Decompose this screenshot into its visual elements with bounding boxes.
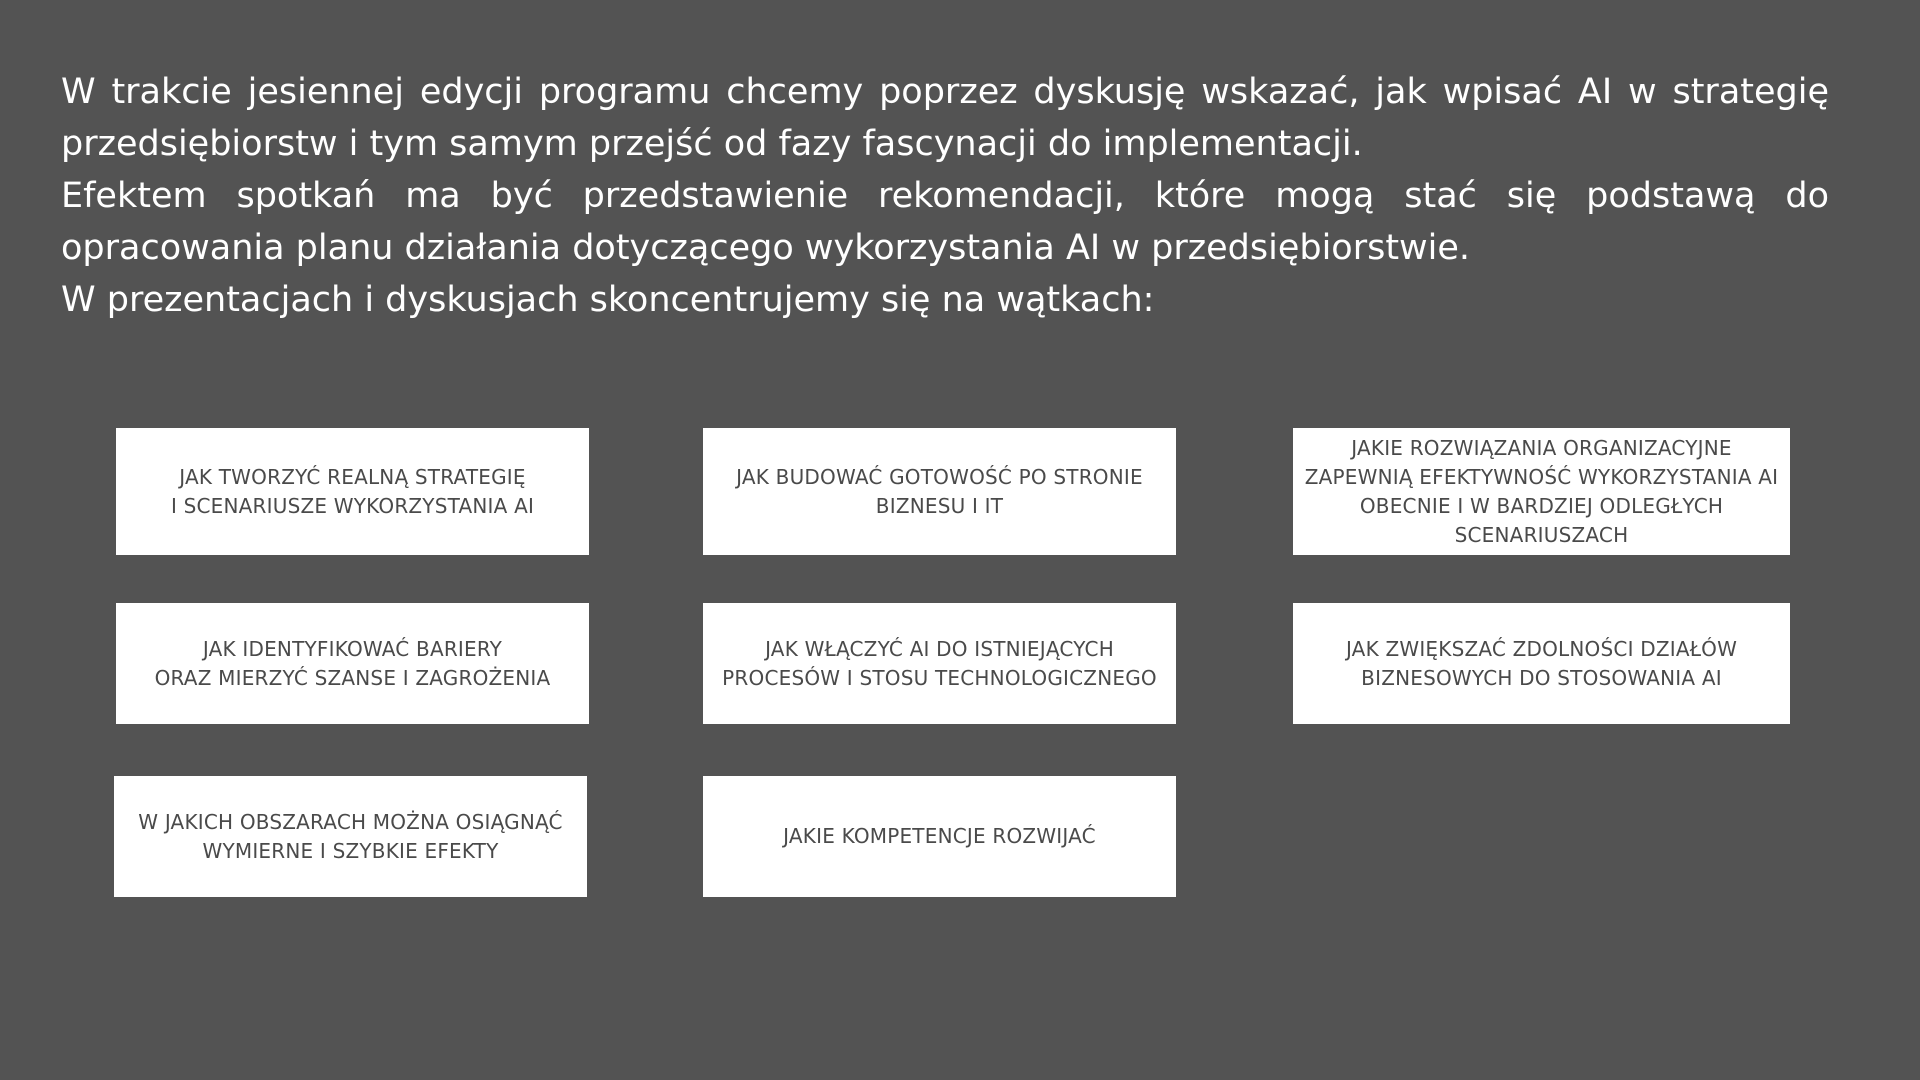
topic-label: JAK ZWIĘKSZAĆ ZDOLNOŚCI DZIAŁÓW BIZNESOWYCH DO STOSOWANIA AI bbox=[1345, 636, 1738, 690]
topic-box-integration bbox=[703, 603, 1176, 724]
topic-label: JAK TWORZYĆ REALNĄ STRATEGIĘ I SCENARIUSZE WYKORZYSTANIA AI bbox=[170, 464, 535, 518]
topic-label: W JAKICH OBSZARACH MOŻNA OSIĄGNĄĆ WYMIERNE I SZYBKIE EFEKTY bbox=[138, 809, 563, 863]
intro-paragraph-2: Efektem spotkań ma być przedstawienie rekomendacji, które mogą stać się podstawą do opracowania planu działania dotyczącego wykorzystania AI w przedsiębiorstwie. bbox=[61, 176, 1829, 268]
topic-box-competencies bbox=[703, 776, 1176, 897]
topic-box-quick-wins bbox=[114, 776, 587, 897]
topic-label: JAK WŁĄCZYĆ AI DO ISTNIEJĄCYCH PROCESÓW I STOSU TECHNOLOGICZNEGO bbox=[722, 636, 1157, 690]
topic-label: JAKIE ROZWIĄZANIA ORGANIZACYJNE ZAPEWNIĄ EFEKTYWNOŚĆ WYKORZYSTANIA AI OBECNIE I W BARDZIEJ ODLEGŁYCH SCENARIUSZACH bbox=[1304, 435, 1779, 547]
topic-label: JAK IDENTYFIKOWAĆ BARIERY ORAZ MIERZYĆ SZANSE I ZAGROŻENIA bbox=[154, 636, 551, 690]
topic-box-barriers bbox=[116, 603, 589, 724]
intro-paragraph-3: W prezentacjach i dyskusjach skoncentrujemy się na wątkach: bbox=[61, 280, 1155, 320]
intro-paragraph-1: W trakcie jesiennej edycji programu chcemy poprzez dyskusję wskazać, jak wpisać AI w strategię przedsiębiorstw i tym samym przejść od fazy fascynacji do implementacji. bbox=[61, 72, 1829, 164]
topic-box-strategy bbox=[116, 428, 589, 555]
topic-label: JAK BUDOWAĆ GOTOWOŚĆ PO STRONIE BIZNESU I IT bbox=[736, 464, 1143, 518]
topic-box-business-capabilities bbox=[1293, 603, 1790, 724]
intro-text bbox=[61, 66, 1829, 326]
topic-box-organization bbox=[1293, 428, 1790, 555]
topic-label: JAKIE KOMPETENCJE ROZWIJAĆ bbox=[783, 824, 1096, 848]
topic-box-readiness bbox=[703, 428, 1176, 555]
